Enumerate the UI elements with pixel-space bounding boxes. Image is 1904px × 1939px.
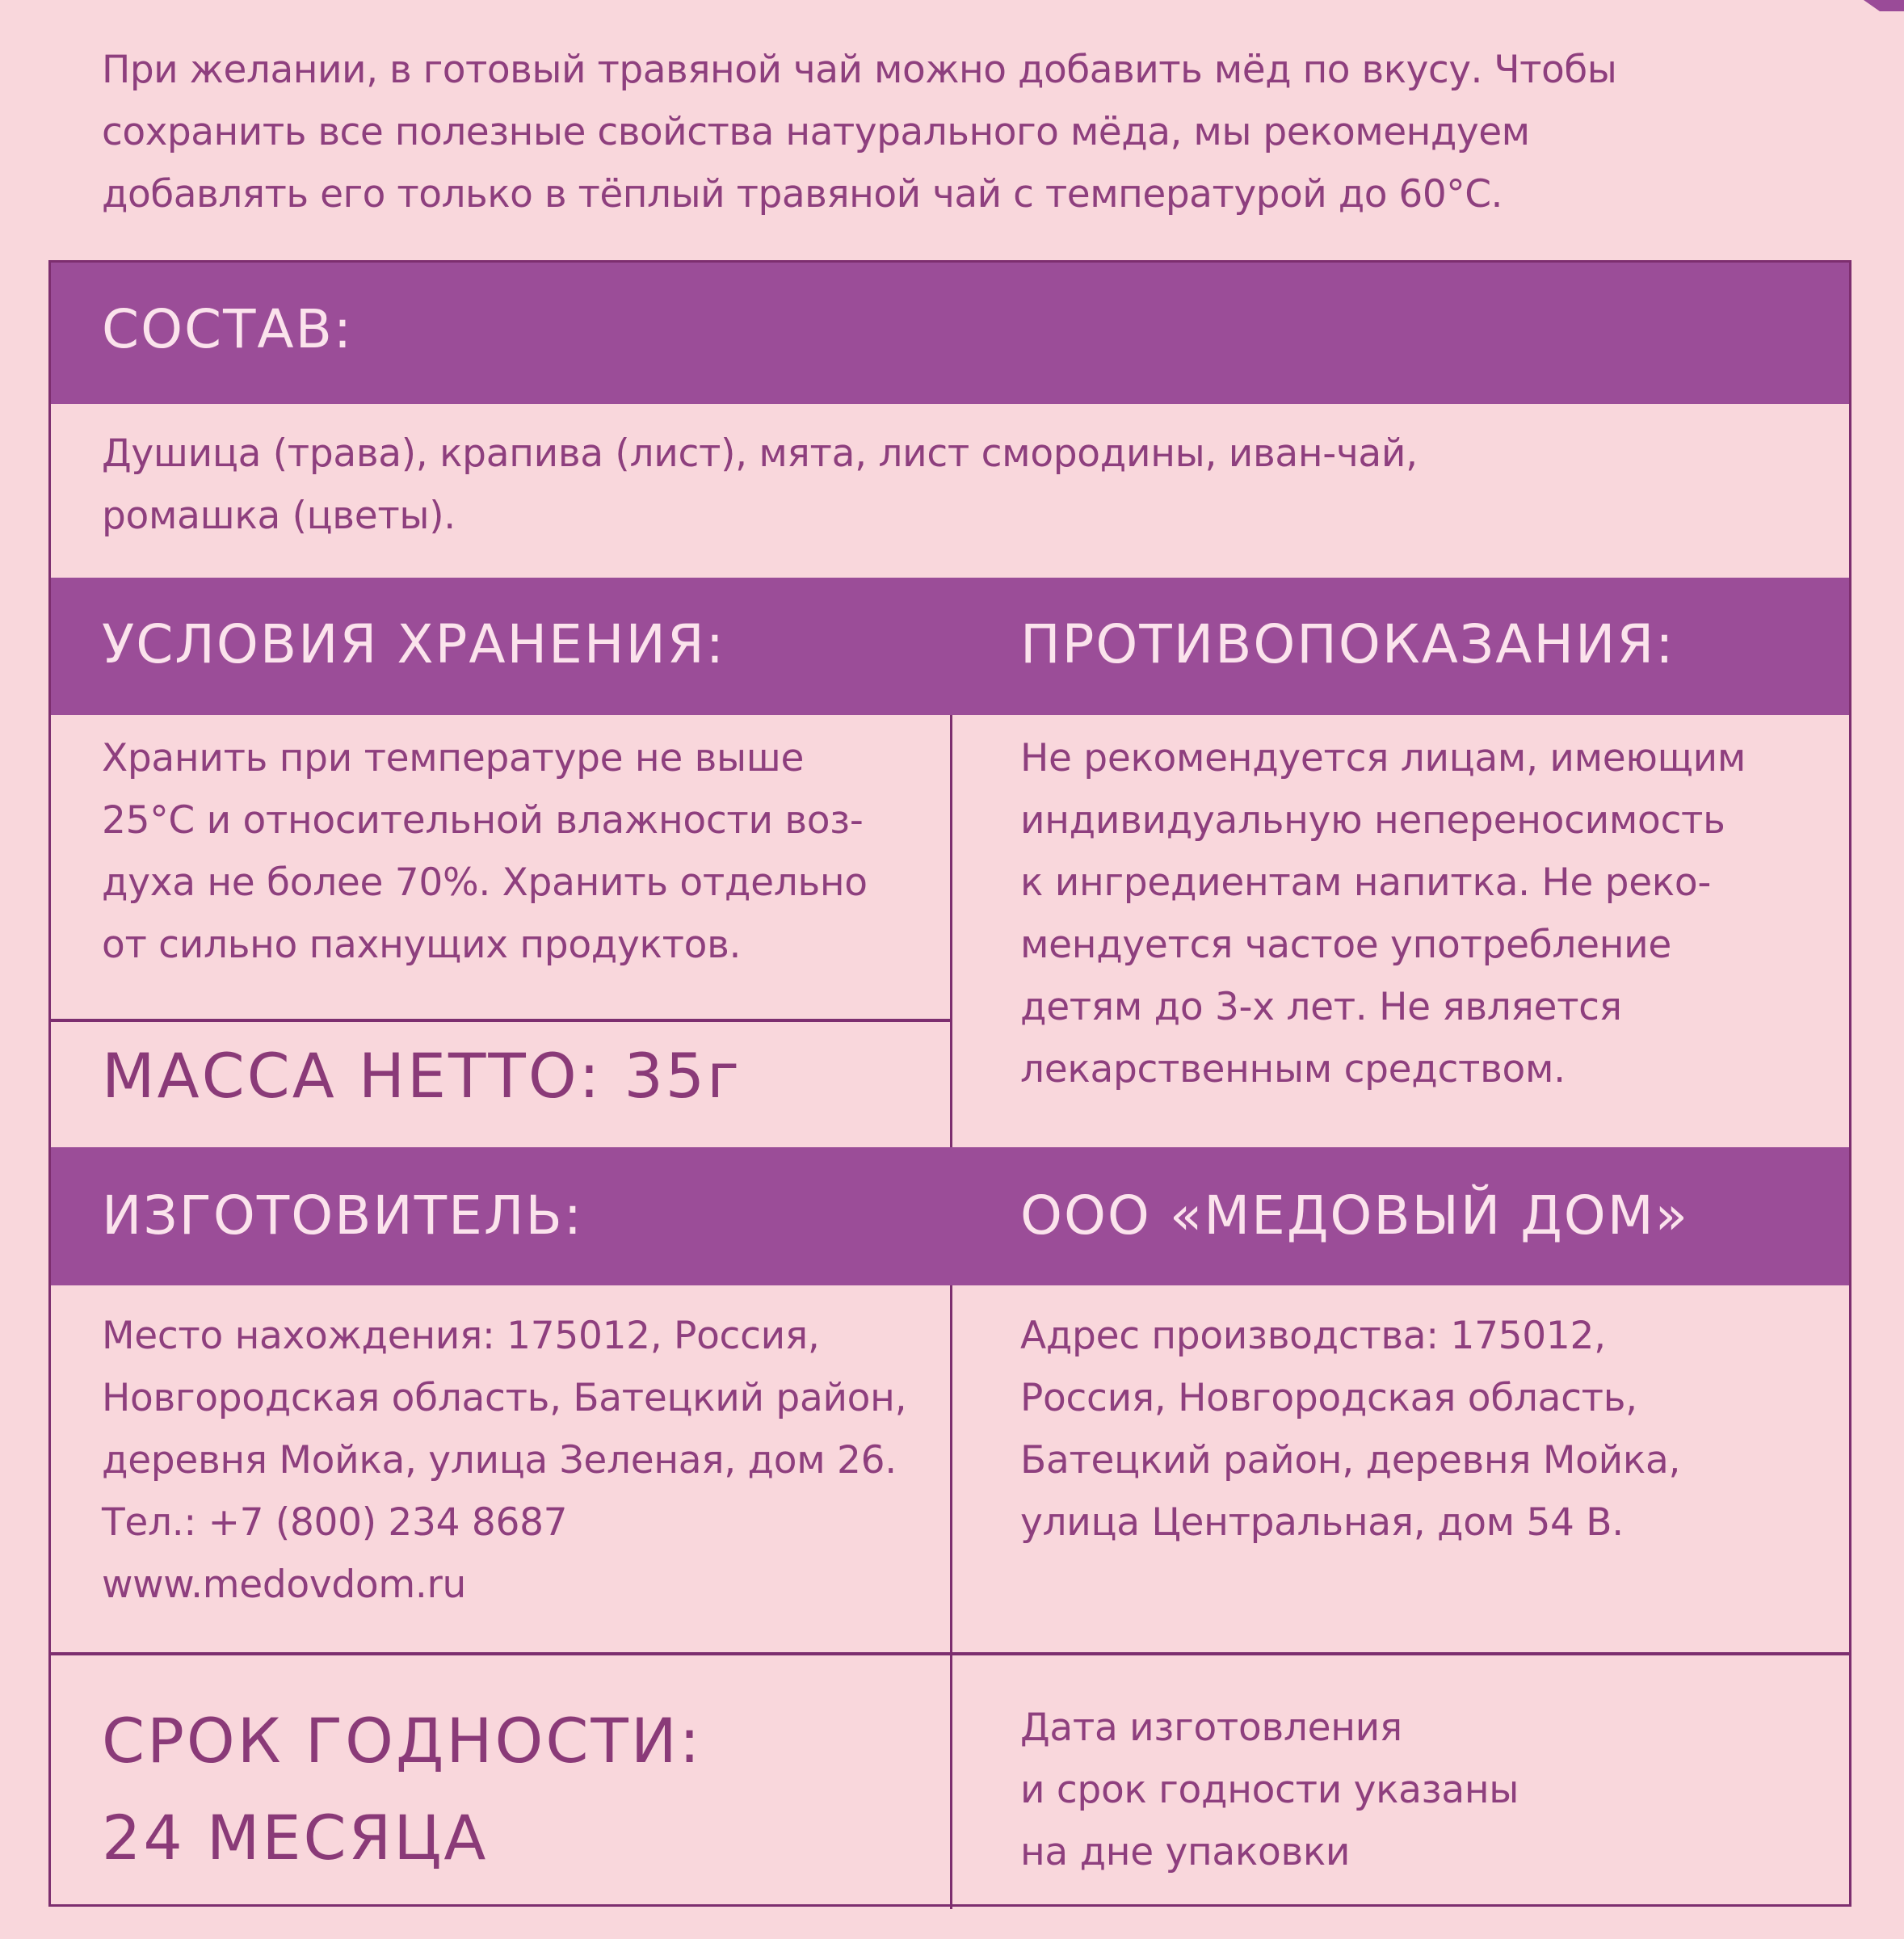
manufacturer-location	[102, 1305, 906, 1616]
composition-heading: СОСТАВ:	[102, 298, 354, 360]
storage-contra-header	[51, 578, 1849, 715]
contra-line: детям до 3-х лет. Не является	[1020, 985, 1622, 1029]
manufacturer-company: ООО «МЕДОВЫЙ ДОМ»	[1020, 1184, 1690, 1247]
production-address	[1020, 1305, 1680, 1554]
shelf-life	[102, 1693, 702, 1886]
product-info-table	[48, 260, 1851, 1907]
production-line: улица Центральная, дом 54 В.	[1020, 1500, 1624, 1545]
contraindications-heading: ПРОТИВОПОКАЗАНИЯ:	[1020, 613, 1675, 675]
contra-line: к ингредиентам напитка. Не реко-	[1020, 860, 1712, 905]
intro-line: При желании, в готовый травяной чай можно добавить мёд по вкусу. Чтобы	[102, 48, 1617, 92]
intro-line: сохранить все полезные свойства натурального мёда, мы рекомендуем	[102, 110, 1530, 154]
row-divider	[51, 1652, 1849, 1655]
intro-line: добавлять его только в тёплый травяной чай с температурой до 60°С.	[102, 172, 1503, 217]
corner-decoration	[1864, 0, 1904, 11]
phone-number: Тел.: +7 (800) 234 8687	[102, 1500, 568, 1545]
website-link[interactable]: www.medovdom.ru	[102, 1563, 466, 1607]
composition-line: ромашка (цветы).	[102, 494, 456, 538]
production-line: Батецкий район, деревня Мойка,	[1020, 1438, 1681, 1483]
contra-line: мендуется частое употребление	[1020, 923, 1672, 967]
honey-recommendation-text	[102, 39, 1847, 225]
contra-line: лекарственным средством.	[1020, 1047, 1566, 1091]
note-line: на дне упаковки	[1020, 1830, 1351, 1874]
column-divider	[950, 1285, 952, 1909]
storage-heading: УСЛОВИЯ ХРАНЕНИЯ:	[102, 613, 725, 675]
manufacturer-heading: ИЗГОТОВИТЕЛЬ:	[102, 1184, 583, 1247]
note-line: Дата изготовления	[1020, 1706, 1402, 1750]
location-line: Место нахождения: 175012, Россия,	[102, 1314, 820, 1358]
location-line: Новгородская область, Батецкий район,	[102, 1376, 907, 1420]
contra-line: индивидуальную непереносимость	[1020, 798, 1725, 843]
shelf-life-heading: СРОК ГОДНОСТИ:	[102, 1705, 703, 1777]
shelf-life-note	[1020, 1697, 1519, 1883]
storage-line: от сильно пахнущих продуктов.	[102, 923, 742, 967]
column-divider	[950, 715, 952, 1147]
contraindications-text	[1020, 727, 1746, 1100]
composition-header	[51, 263, 1849, 404]
storage-line: Хранить при температуре не выше	[102, 736, 805, 780]
net-weight: МАССА НЕТТО: 35г	[102, 1040, 742, 1112]
composition-line: Душица (трава), крапива (лист), мята, лист смородины, иван-чай,	[102, 431, 1418, 476]
shelf-life-value: 24 МЕСЯЦА	[102, 1802, 489, 1874]
location-line: деревня Мойка, улица Зеленая, дом 26.	[102, 1438, 897, 1483]
storage-line: духа не более 70%. Хранить отдельно	[102, 860, 868, 905]
production-line: Россия, Новгородская область,	[1020, 1376, 1637, 1420]
row-divider	[51, 1019, 952, 1022]
note-line: и срок годности указаны	[1020, 1768, 1519, 1812]
storage-line: 25°С и относительной влажности воз-	[102, 798, 864, 843]
production-line: Адрес производства: 175012,	[1020, 1314, 1606, 1358]
composition-text	[102, 423, 1418, 547]
contra-line: Не рекомендуется лицам, имеющим	[1020, 736, 1746, 780]
storage-text	[102, 727, 868, 976]
manufacturer-header	[51, 1147, 1849, 1285]
